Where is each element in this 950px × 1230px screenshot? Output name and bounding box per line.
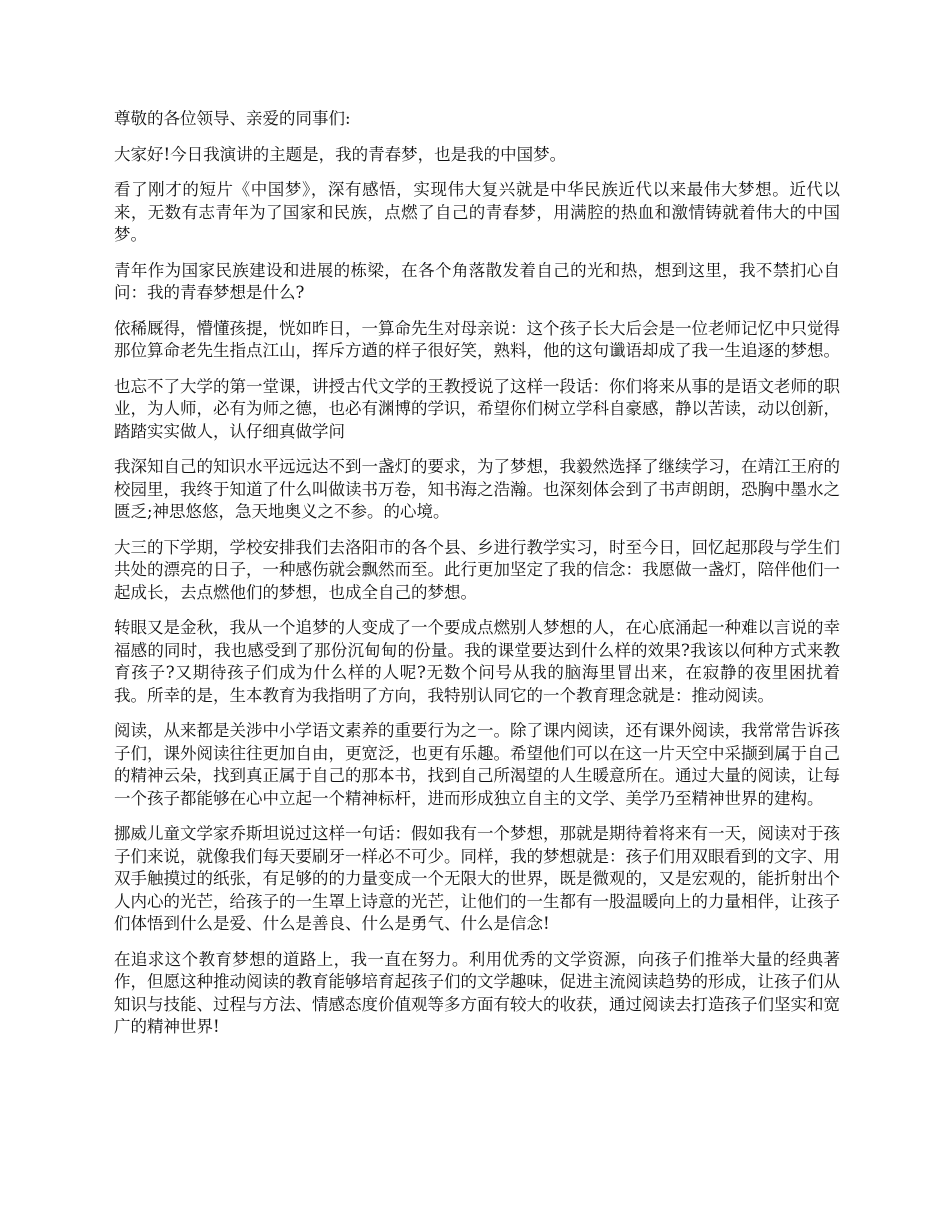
paragraph: 我深知自己的知识水平远远达不到一盏灯的要求，为了梦想，我毅然选择了继续学习，在靖江王府的校园里，我终于知道了什么叫做读书万卷，知书海之浩瀚。也深刻体会到了书声朗朗，恐胸中墨水之匮乏;神思悠悠，急天地奥义之不参。的心境。 — [114, 457, 840, 521]
salutation: 尊敬的各位领导、亲爱的同事们: — [114, 109, 351, 128]
paragraph: 依稀厩得，懵懂孩提，恍如昨日，一算命先生对母亲说：这个孩子长大后会是一位老师记忆中只觉得那位算命老先生指点江山，挥斥方遒的样子很好笑，熟料，他的这句谶语却成了我一生追逐的梦想。 — [114, 318, 840, 360]
paragraph: 挪威儿童文学家乔斯坦说过这样一句话：假如我有一个梦想，那就是期待着将来有一天，阅读对于孩子们来说，就像我们每天要刷牙一样必不可少。同样，我的梦想就是：孩子们用双眼看到的文字、用双手触摸过的纸张，有足够的的力量变成一个无限大的世界，既是微观的，又是宏观的，能折射出个人内心的光芒，给孩子的一生罩上诗意的光芒，让他们的一生都有一股温暖向上的力量相伴，让孩子们体悟到什么是爱、什么是善良、什么是勇气、什么是信念! — [114, 824, 840, 933]
paragraph: 看了刚才的短片《中国梦》，深有感悟，实现伟大复兴就是中华民族近代以来最伟大梦想。近代以来，无数有志青年为了国家和民族，点燃了自己的青春梦，用满腔的热血和激情铸就着伟大的中国梦。 — [114, 180, 840, 244]
paragraph: 在追求这个教育梦想的道路上，我一直在努力。利用优秀的文学资源，向孩子们推举大量的经典著作，但愿这种推动阅读的教育能够培育起孩子们的文学趣味，促进主流阅读趋势的形成，让孩子们从知识与技能、过程与方法、情感态度价值观等多方面有较大的收获，通过阅读去打造孩子们坚实和宽广的精神世界! — [114, 949, 840, 1036]
paragraph: 阅读，从来都是关涉中小学语文素养的重要行为之一。除了课内阅读，还有课外阅读，我常常告诉孩子们，课外阅读往往更加自由，更宽泛，也更有乐趣。希望他们可以在这一片天空中采撷到属于自己的精神云朵，找到真正属于自己的那本书，找到自己所渴望的人生暖意所在。通过大量的阅读，让每一个孩子都能够在心中立起一个精神标杆，进而形成独立自主的文学、美学乃至精神世界的建构。 — [114, 721, 840, 808]
paragraph: 转眼又是金秋，我从一个追梦的人变成了一个要成点燃别人梦想的人，在心底涌起一种难以言说的幸福感的同时，我也感受到了那份沉甸甸的份量。我的课堂要达到什么样的效果?我该以何种方式来教育孩子?又期待孩子们成为什么样的人呢?无数个问号从我的脑海里冒出来，在寂静的夜里困扰着我。所幸的是，生本教育为我指明了方向，我特别认同它的一个教育理念就是：推动阅读。 — [114, 618, 840, 705]
paragraph: 也忘不了大学的第一堂课，讲授古代文学的王教授说了这样一段话：你们将来从事的是语文老师的职业，为人师，必有为师之德，也必有渊博的学识，希望你们树立学科自豪感，静以苦读，动以创新，踏踏实实做人，认仔细真做学问 — [114, 376, 840, 441]
paragraph: 大三的下学期，学校安排我们去洛阳市的各个县、乡进行教学实习，时至今日，回忆起那段与学生们共处的漂亮的日子，一种感伤就会飘然而至。此行更加坚定了我的信念：我愿做一盏灯，陪伴他们一起成长，去点燃他们的梦想，也成全自己的梦想。 — [114, 537, 840, 602]
paragraph: 大家好!今日我演讲的主题是，我的青春梦，也是我的中国梦。 — [114, 144, 567, 164]
paragraph: 青年作为国家民族建设和进展的栋梁，在各个角落散发着自己的光和热，想到这里，我不禁扪心自问：我的青春梦想是什么? — [114, 260, 840, 302]
document-page — [114, 108, 840, 1052]
